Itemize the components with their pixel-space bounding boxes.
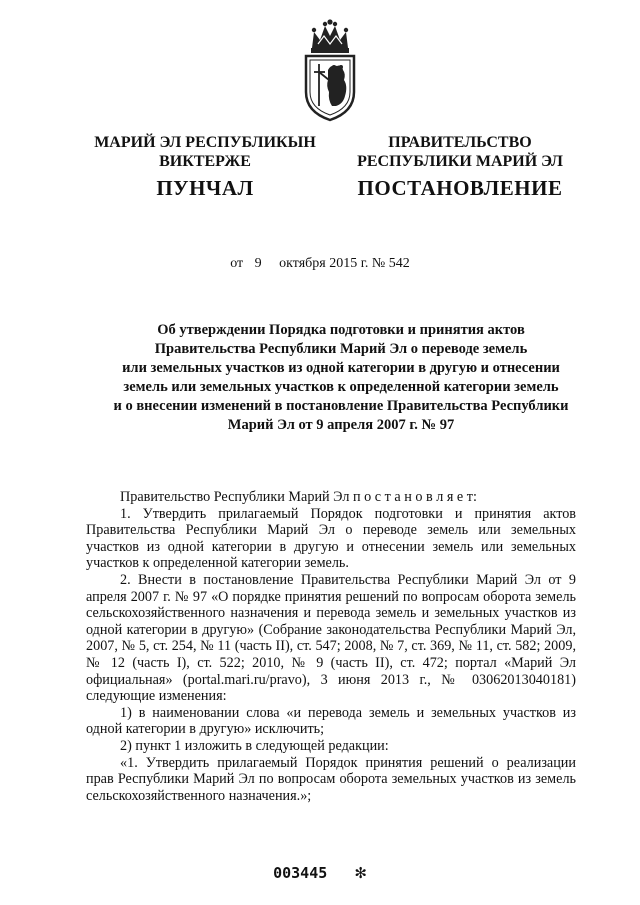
header-right-block (345, 133, 575, 171)
date-line (0, 256, 640, 272)
header-right-line1: ПРАВИТЕЛЬСТВО (388, 134, 532, 151)
coat-of-arms-emblem (298, 14, 362, 124)
title-line: и о внесении изменений в постановление Правительства Республики (113, 398, 569, 414)
document-title (100, 321, 582, 435)
date-prefix: от (230, 256, 244, 271)
date-rest: октября 2015 г. № 542 (279, 256, 410, 271)
serial-number: 003445 (273, 864, 328, 882)
crown-icon (311, 19, 349, 53)
date-day: 9 (254, 256, 262, 271)
asterisk-mark-icon: ✻ (354, 864, 367, 882)
document-body (86, 489, 576, 804)
header-left-decree-title: ПУНЧАЛ (156, 176, 254, 200)
title-line: Об утверждении Порядка подготовки и принятия актов (157, 322, 525, 338)
header-left-line1: МАРИЙ ЭЛ РЕСПУБЛИКЫН (94, 134, 316, 151)
header-left-block (70, 133, 340, 171)
body-paragraph: Правительство Республики Марий Эл п о с т а н о в л я е т: (120, 489, 477, 505)
header-left-line2: ВИКТЕРЖЕ (159, 153, 251, 170)
title-line: земель или земельных участков к определенной категории земель (123, 379, 559, 395)
header-right-decree-title: ПОСТАНОВЛЕНИЕ (357, 176, 563, 200)
title-line: Правительства Республики Марий Эл о переводе земель (154, 341, 528, 357)
body-paragraph: «1. Утвердить прилагаемый Порядок принятия решений о реализации прав Республики Марий Эл по вопросам оборота земельных участков из земель сельскохозяйственного назначения.»; (86, 754, 576, 804)
body-paragraph: 1. Утвердить прилагаемый Порядок подготовки и принятия актов Правительства Республики Марий Эл о переводе земель или земельных участков из одной категории в другую и отнесении земель или земельных участков к определенной категории земель. (86, 505, 576, 572)
body-paragraph: 2. Внести в постановление Правительства Республики Марий Эл от 9 апреля 2007 г. № 97 «О порядке принятия решений по вопросам оборота земель сельскохозяйственного назначения и перевода земель и земельных участков из одной категории в другую» (Собрание законодательства Республики Марий Эл, 2007, № 5, ст. 254, № 11 (часть II), ст. 547; 2008, № 7, ст. 369, № 11, ст. 582; 2009, № 12 (часть I), ст. 522; 2010, № 9 (часть II), ст. 472; портал «Марий Эл официальная» (portal.mari.ru/pravo), 3 июня 2013 г., № 03062013040181) следующие изменения: (86, 571, 576, 705)
serial-number-footer (240, 864, 400, 882)
title-line: Марий Эл от 9 апреля 2007 г. № 97 (227, 417, 455, 433)
body-paragraph: 2) пункт 1 изложить в следующей редакции: (120, 737, 389, 754)
body-paragraph: 1) в наименовании слова «и перевода земель и земельных участков из одной категории в другую» исключить; (86, 704, 576, 738)
title-line: или земельных участков из одной категории в другую и отнесении (122, 360, 560, 376)
header-right-line2: РЕСПУБЛИКИ МАРИЙ ЭЛ (357, 153, 563, 170)
bear-icon (327, 65, 346, 106)
